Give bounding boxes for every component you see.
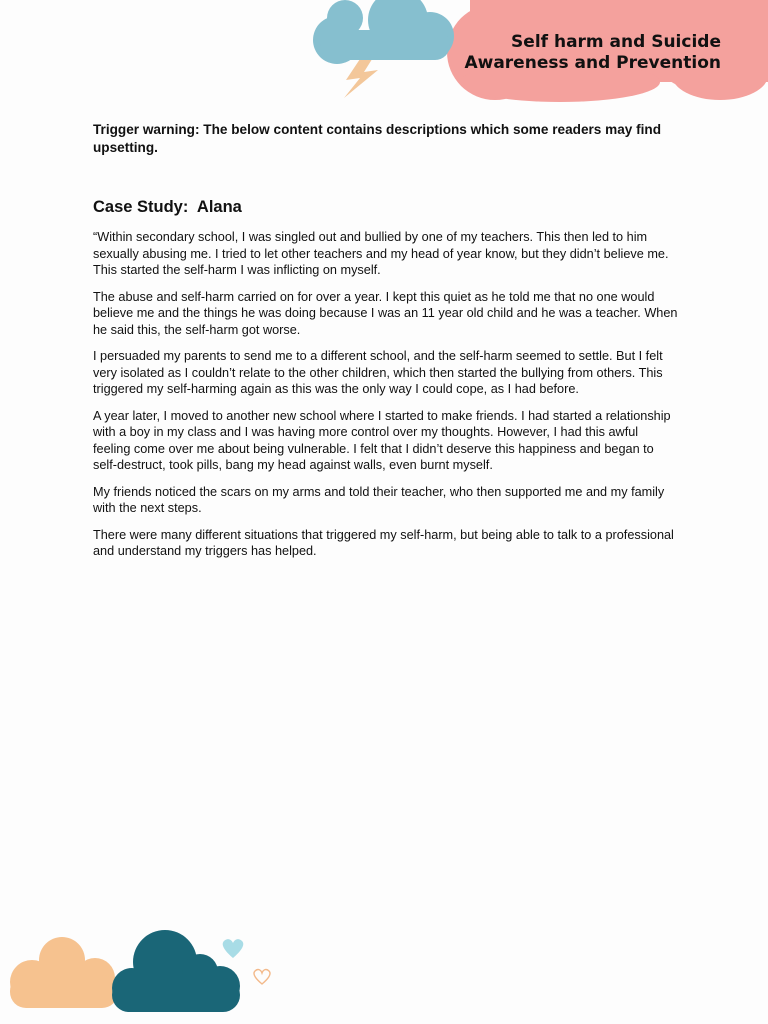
- lightning-icon: [344, 56, 378, 98]
- heart-icon: [223, 939, 244, 958]
- orange-cloud-icon: [10, 937, 118, 1008]
- case-study-title: Case Study: Alana: [93, 198, 242, 216]
- paragraph: A year later, I moved to another new school where I started to make friends. I had started a relationship with a boy in my class and I was having more control over my thoughts. However, I had this awful feeling come over me about being vulnerable. I felt that I didn’t deserve this happiness and began to self-destruct, took pills, bang my head against walls, even burnt myself.: [93, 408, 671, 472]
- heart-outline-icon: [254, 970, 270, 984]
- paragraph: My friends noticed the scars on my arms and told their teacher, who then supported me and my family with the next steps.: [93, 484, 665, 515]
- teal-cloud-icon: [112, 930, 240, 1012]
- document-header-title: [421, 32, 721, 74]
- header-title-line-2: Awareness and Prevention: [464, 53, 721, 73]
- paragraph: There were many different situations that triggered my self-harm, but being able to talk to a professional and understand my triggers has helped.: [93, 527, 674, 558]
- header-title-line-1: Self harm and Suicide: [511, 32, 721, 52]
- document-body: [93, 121, 678, 570]
- trigger-warning: Trigger warning: The below content contains descriptions which some readers may find upsetting.: [93, 122, 662, 155]
- paragraph: The abuse and self-harm carried on for over a year. I kept this quiet as he told me that no one would believe me and the things he was doing because I was an 11 year old child and he was a teacher. When he said this, the self-harm got worse.: [93, 289, 678, 337]
- paragraph: “Within secondary school, I was singled out and bullied by one of my teachers. This then led to him sexually abusing me. I tried to let other teachers and my head of year know, but they didn’t believe me. This started the self-harm I was inflicting on myself.: [93, 230, 669, 277]
- footer-illustration: [0, 920, 300, 1024]
- paragraph: I persuaded my parents to send me to a different school, and the self-harm seemed to settle. But I felt very isolated as I couldn’t relate to the other children, which then started the bullying from others. This triggered my self-harming again as this was the only way I could cope, as I had before.: [93, 349, 663, 396]
